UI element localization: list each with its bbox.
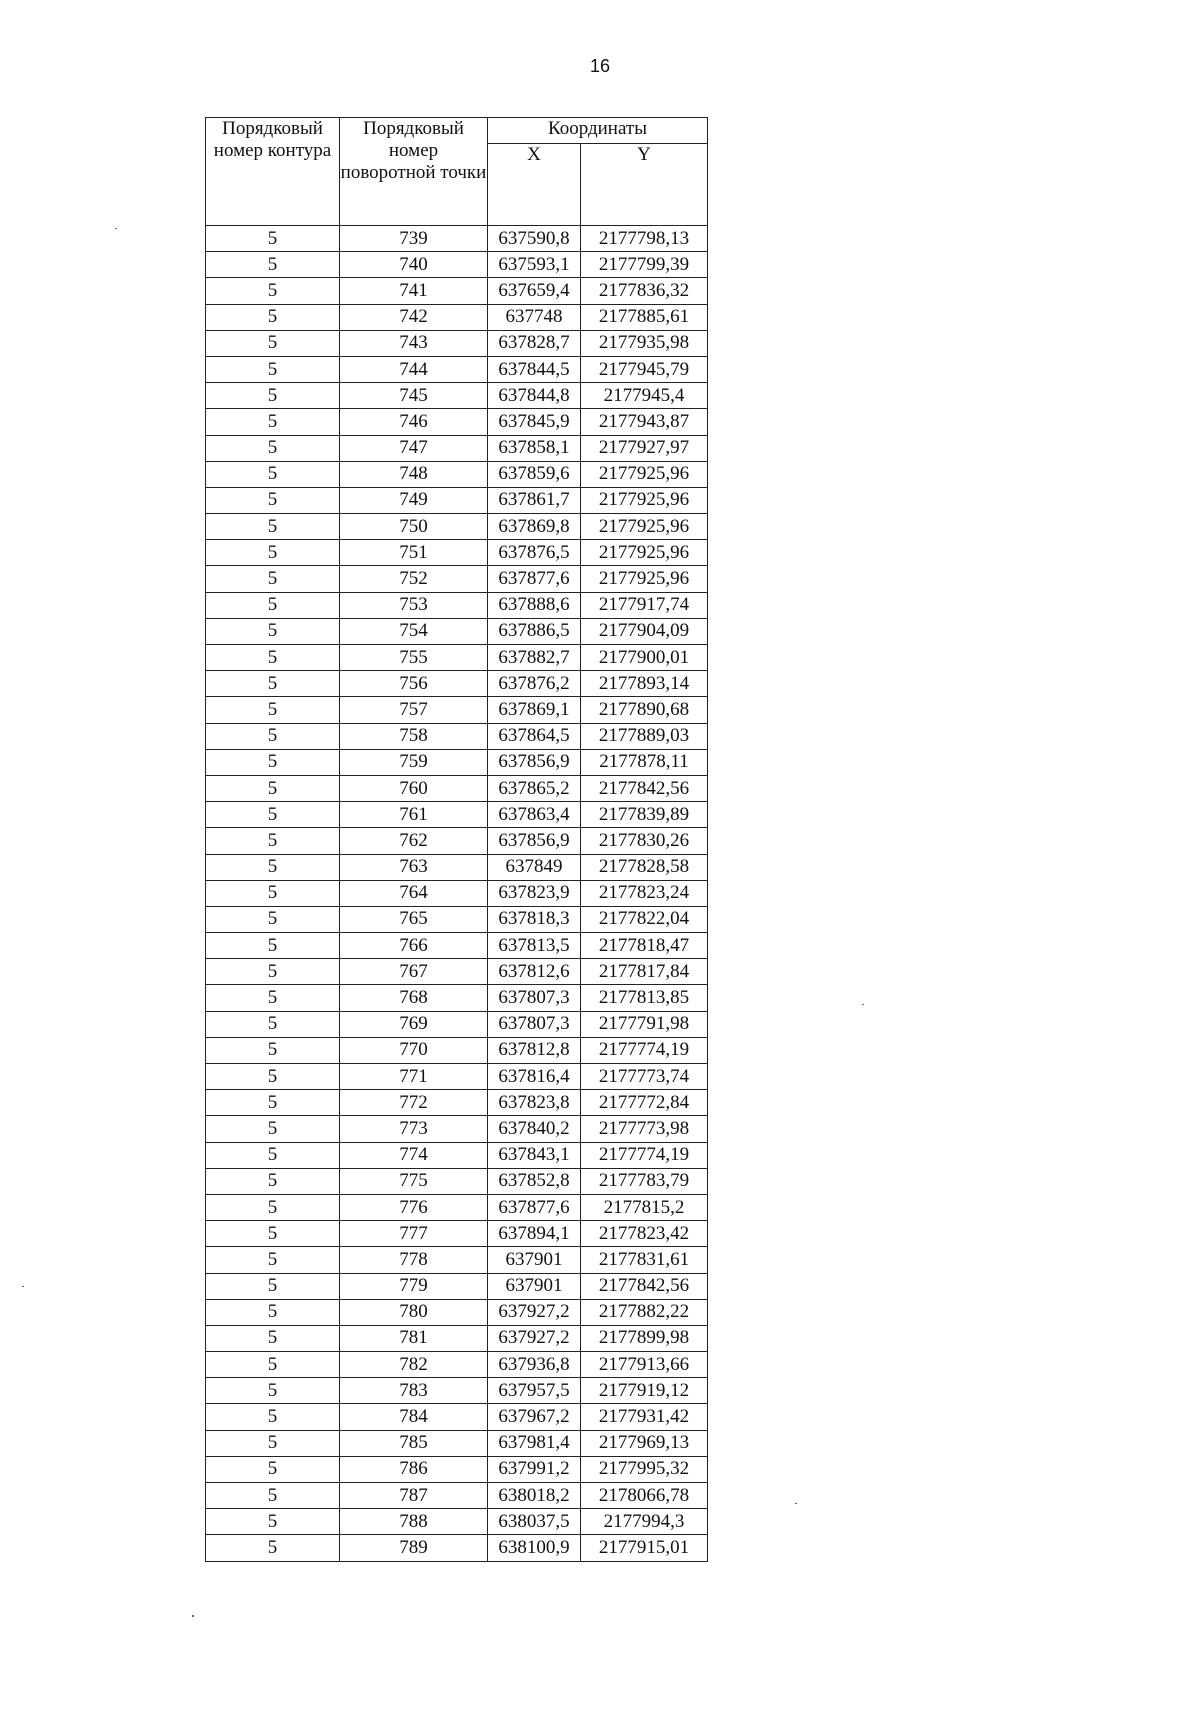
table-row	[206, 749, 708, 775]
cell-point-number: 745	[340, 383, 488, 409]
cell-contour-number: 5	[206, 1064, 340, 1090]
table-row	[206, 1247, 708, 1273]
cell-y: 2177931,42	[581, 1404, 708, 1430]
cell-contour-number: 5	[206, 330, 340, 356]
page-number: 16	[589, 56, 611, 76]
cell-x: 637813,5	[488, 933, 581, 959]
table-row	[206, 618, 708, 644]
cell-y: 2177943,87	[581, 409, 708, 435]
table-row	[206, 1430, 708, 1456]
cell-y: 2177919,12	[581, 1378, 708, 1404]
cell-x: 637901	[488, 1247, 581, 1273]
cell-contour-number: 5	[206, 1221, 340, 1247]
cell-point-number: 769	[340, 1011, 488, 1037]
table-row	[206, 435, 708, 461]
table-row	[206, 592, 708, 618]
cell-y: 2177772,84	[581, 1090, 708, 1116]
cell-x: 637861,7	[488, 487, 581, 513]
cell-y: 2177945,79	[581, 356, 708, 382]
cell-y: 2177890,68	[581, 697, 708, 723]
cell-contour-number: 5	[206, 1352, 340, 1378]
cell-contour-number: 5	[206, 775, 340, 801]
cell-x: 637818,3	[488, 906, 581, 932]
cell-point-number: 744	[340, 356, 488, 382]
cell-contour-number: 5	[206, 1299, 340, 1325]
cell-x: 637901	[488, 1273, 581, 1299]
cell-contour-number: 5	[206, 252, 340, 278]
cell-point-number: 786	[340, 1456, 488, 1482]
table-row	[206, 566, 708, 592]
cell-contour-number: 5	[206, 697, 340, 723]
cell-x: 637991,2	[488, 1456, 581, 1482]
cell-y: 2177818,47	[581, 933, 708, 959]
cell-contour-number: 5	[206, 854, 340, 880]
cell-contour-number: 5	[206, 1116, 340, 1142]
table-header	[206, 118, 708, 226]
cell-y: 2177799,39	[581, 252, 708, 278]
cell-y: 2177927,97	[581, 435, 708, 461]
cell-x: 637823,9	[488, 880, 581, 906]
table-row	[206, 1483, 708, 1509]
cell-contour-number: 5	[206, 1142, 340, 1168]
scan-speck	[115, 228, 117, 229]
cell-contour-number: 5	[206, 1037, 340, 1063]
cell-x: 637877,6	[488, 1194, 581, 1220]
coordinates-table	[205, 117, 708, 1562]
table-row	[206, 540, 708, 566]
cell-contour-number: 5	[206, 985, 340, 1011]
cell-point-number: 760	[340, 775, 488, 801]
cell-x: 637849	[488, 854, 581, 880]
table-row	[206, 1194, 708, 1220]
cell-contour-number: 5	[206, 383, 340, 409]
cell-point-number: 772	[340, 1090, 488, 1116]
table-row	[206, 1168, 708, 1194]
cell-contour-number: 5	[206, 487, 340, 513]
table-row	[206, 854, 708, 880]
cell-point-number: 774	[340, 1142, 488, 1168]
header-coordinates: Координаты	[488, 118, 708, 144]
cell-y: 2177791,98	[581, 1011, 708, 1037]
cell-y: 2177831,61	[581, 1247, 708, 1273]
table-row	[206, 802, 708, 828]
cell-x: 637590,8	[488, 226, 581, 252]
cell-x: 637886,5	[488, 618, 581, 644]
cell-x: 637927,2	[488, 1325, 581, 1351]
cell-y: 2177900,01	[581, 645, 708, 671]
cell-point-number: 784	[340, 1404, 488, 1430]
cell-point-number: 739	[340, 226, 488, 252]
cell-point-number: 765	[340, 906, 488, 932]
table-row	[206, 645, 708, 671]
table-row	[206, 487, 708, 513]
table-row	[206, 1509, 708, 1535]
cell-point-number: 761	[340, 802, 488, 828]
cell-contour-number: 5	[206, 1456, 340, 1482]
cell-point-number: 742	[340, 304, 488, 330]
cell-point-number: 746	[340, 409, 488, 435]
cell-x: 637843,1	[488, 1142, 581, 1168]
cell-point-number: 785	[340, 1430, 488, 1456]
cell-point-number: 753	[340, 592, 488, 618]
table-row	[206, 409, 708, 435]
cell-point-number: 752	[340, 566, 488, 592]
cell-y: 2177828,58	[581, 854, 708, 880]
scan-speck	[22, 1286, 24, 1287]
table-row	[206, 1116, 708, 1142]
cell-x: 637859,6	[488, 461, 581, 487]
cell-point-number: 755	[340, 645, 488, 671]
cell-x: 637864,5	[488, 723, 581, 749]
table-row	[206, 775, 708, 801]
cell-x: 637876,2	[488, 671, 581, 697]
table-row	[206, 1456, 708, 1482]
cell-x: 637858,1	[488, 435, 581, 461]
table-row	[206, 1064, 708, 1090]
table-row	[206, 278, 708, 304]
cell-y: 2177817,84	[581, 959, 708, 985]
cell-x: 637894,1	[488, 1221, 581, 1247]
cell-contour-number: 5	[206, 723, 340, 749]
scan-speck	[192, 1615, 194, 1617]
cell-x: 637856,9	[488, 749, 581, 775]
cell-contour-number: 5	[206, 409, 340, 435]
cell-contour-number: 5	[206, 1011, 340, 1037]
cell-x: 637845,9	[488, 409, 581, 435]
cell-contour-number: 5	[206, 959, 340, 985]
cell-contour-number: 5	[206, 356, 340, 382]
cell-x: 637936,8	[488, 1352, 581, 1378]
table-row	[206, 906, 708, 932]
cell-y: 2177925,96	[581, 566, 708, 592]
cell-contour-number: 5	[206, 461, 340, 487]
cell-point-number: 770	[340, 1037, 488, 1063]
cell-point-number: 743	[340, 330, 488, 356]
table-row	[206, 356, 708, 382]
cell-contour-number: 5	[206, 1194, 340, 1220]
cell-y: 2177994,3	[581, 1509, 708, 1535]
cell-contour-number: 5	[206, 671, 340, 697]
cell-point-number: 782	[340, 1352, 488, 1378]
cell-y: 2177889,03	[581, 723, 708, 749]
cell-y: 2177783,79	[581, 1168, 708, 1194]
cell-point-number: 775	[340, 1168, 488, 1194]
cell-contour-number: 5	[206, 906, 340, 932]
cell-y: 2177893,14	[581, 671, 708, 697]
cell-y: 2177878,11	[581, 749, 708, 775]
table-body	[206, 226, 708, 1562]
cell-y: 2177885,61	[581, 304, 708, 330]
table-row	[206, 671, 708, 697]
cell-y: 2177995,32	[581, 1456, 708, 1482]
cell-contour-number: 5	[206, 566, 340, 592]
cell-x: 637957,5	[488, 1378, 581, 1404]
cell-point-number: 781	[340, 1325, 488, 1351]
cell-point-number: 756	[340, 671, 488, 697]
table-row	[206, 985, 708, 1011]
cell-contour-number: 5	[206, 1378, 340, 1404]
cell-contour-number: 5	[206, 1483, 340, 1509]
table-row	[206, 1090, 708, 1116]
cell-contour-number: 5	[206, 304, 340, 330]
cell-point-number: 788	[340, 1509, 488, 1535]
cell-y: 2177773,74	[581, 1064, 708, 1090]
cell-x: 637844,5	[488, 356, 581, 382]
table-row	[206, 880, 708, 906]
cell-x: 637863,4	[488, 802, 581, 828]
cell-contour-number: 5	[206, 435, 340, 461]
cell-contour-number: 5	[206, 1247, 340, 1273]
cell-point-number: 777	[340, 1221, 488, 1247]
cell-y: 2177842,56	[581, 1273, 708, 1299]
cell-point-number: 741	[340, 278, 488, 304]
scan-speck	[795, 1503, 797, 1504]
table-row	[206, 1142, 708, 1168]
header-contour-number: Порядковый номер контура	[206, 118, 340, 226]
cell-x: 637812,8	[488, 1037, 581, 1063]
table-row	[206, 226, 708, 252]
cell-x: 637823,8	[488, 1090, 581, 1116]
cell-y: 2177773,98	[581, 1116, 708, 1142]
cell-x: 637877,6	[488, 566, 581, 592]
cell-x: 637748	[488, 304, 581, 330]
header-x: X	[488, 144, 581, 226]
scan-speck	[862, 1004, 864, 1005]
table-row	[206, 514, 708, 540]
cell-x: 637852,8	[488, 1168, 581, 1194]
cell-point-number: 757	[340, 697, 488, 723]
cell-contour-number: 5	[206, 749, 340, 775]
header-y: Y	[581, 144, 708, 226]
cell-contour-number: 5	[206, 1325, 340, 1351]
cell-point-number: 751	[340, 540, 488, 566]
table-row	[206, 959, 708, 985]
cell-point-number: 787	[340, 1483, 488, 1509]
cell-y: 2177904,09	[581, 618, 708, 644]
cell-x: 637844,8	[488, 383, 581, 409]
header-point-number: Порядковый номер поворотной точки	[340, 118, 488, 226]
cell-contour-number: 5	[206, 226, 340, 252]
cell-y: 2177913,66	[581, 1352, 708, 1378]
cell-y: 2177836,32	[581, 278, 708, 304]
cell-point-number: 748	[340, 461, 488, 487]
table-row	[206, 723, 708, 749]
cell-x: 637888,6	[488, 592, 581, 618]
cell-point-number: 758	[340, 723, 488, 749]
cell-x: 637659,4	[488, 278, 581, 304]
table-row	[206, 1299, 708, 1325]
cell-y: 2177915,01	[581, 1535, 708, 1561]
cell-contour-number: 5	[206, 514, 340, 540]
cell-x: 637856,9	[488, 828, 581, 854]
cell-y: 2177899,98	[581, 1325, 708, 1351]
cell-x: 637882,7	[488, 645, 581, 671]
table-row	[206, 252, 708, 278]
cell-contour-number: 5	[206, 1535, 340, 1561]
table-row	[206, 828, 708, 854]
cell-y: 2177969,13	[581, 1430, 708, 1456]
cell-y: 2177815,2	[581, 1194, 708, 1220]
cell-point-number: 762	[340, 828, 488, 854]
cell-x: 637593,1	[488, 252, 581, 278]
cell-contour-number: 5	[206, 802, 340, 828]
table-row	[206, 461, 708, 487]
cell-y: 2177823,24	[581, 880, 708, 906]
cell-point-number: 767	[340, 959, 488, 985]
cell-point-number: 776	[340, 1194, 488, 1220]
cell-point-number: 763	[340, 854, 488, 880]
cell-x: 637981,4	[488, 1430, 581, 1456]
cell-x: 637869,8	[488, 514, 581, 540]
cell-y: 2177798,13	[581, 226, 708, 252]
cell-x: 637812,6	[488, 959, 581, 985]
table-row	[206, 1325, 708, 1351]
cell-x: 637816,4	[488, 1064, 581, 1090]
cell-y: 2177822,04	[581, 906, 708, 932]
cell-contour-number: 5	[206, 1430, 340, 1456]
cell-contour-number: 5	[206, 645, 340, 671]
cell-y: 2177813,85	[581, 985, 708, 1011]
cell-point-number: 771	[340, 1064, 488, 1090]
cell-contour-number: 5	[206, 1404, 340, 1430]
cell-y: 2177935,98	[581, 330, 708, 356]
cell-point-number: 747	[340, 435, 488, 461]
cell-x: 637828,7	[488, 330, 581, 356]
cell-contour-number: 5	[206, 1273, 340, 1299]
cell-y: 2177925,96	[581, 461, 708, 487]
table-row	[206, 1404, 708, 1430]
cell-point-number: 750	[340, 514, 488, 540]
cell-contour-number: 5	[206, 618, 340, 644]
cell-y: 2177945,4	[581, 383, 708, 409]
cell-y: 2177882,22	[581, 1299, 708, 1325]
table-row	[206, 1037, 708, 1063]
cell-y: 2177925,96	[581, 487, 708, 513]
cell-point-number: 778	[340, 1247, 488, 1273]
table-row	[206, 1011, 708, 1037]
cell-y: 2177774,19	[581, 1142, 708, 1168]
cell-contour-number: 5	[206, 1090, 340, 1116]
cell-contour-number: 5	[206, 1509, 340, 1535]
cell-y: 2177830,26	[581, 828, 708, 854]
cell-x: 638018,2	[488, 1483, 581, 1509]
cell-contour-number: 5	[206, 592, 340, 618]
cell-point-number: 789	[340, 1535, 488, 1561]
cell-x: 637807,3	[488, 1011, 581, 1037]
cell-x: 637869,1	[488, 697, 581, 723]
cell-contour-number: 5	[206, 540, 340, 566]
cell-contour-number: 5	[206, 933, 340, 959]
cell-y: 2177925,96	[581, 540, 708, 566]
table-row	[206, 697, 708, 723]
cell-point-number: 759	[340, 749, 488, 775]
table-row	[206, 330, 708, 356]
cell-point-number: 773	[340, 1116, 488, 1142]
cell-y: 2177917,74	[581, 592, 708, 618]
cell-x: 637967,2	[488, 1404, 581, 1430]
cell-point-number: 764	[340, 880, 488, 906]
cell-x: 637807,3	[488, 985, 581, 1011]
cell-contour-number: 5	[206, 1168, 340, 1194]
cell-x: 638100,9	[488, 1535, 581, 1561]
cell-point-number: 768	[340, 985, 488, 1011]
cell-x: 637927,2	[488, 1299, 581, 1325]
table-row	[206, 1273, 708, 1299]
cell-point-number: 749	[340, 487, 488, 513]
cell-contour-number: 5	[206, 880, 340, 906]
cell-point-number: 754	[340, 618, 488, 644]
table-row	[206, 383, 708, 409]
cell-x: 637865,2	[488, 775, 581, 801]
cell-contour-number: 5	[206, 828, 340, 854]
cell-point-number: 779	[340, 1273, 488, 1299]
cell-point-number: 780	[340, 1299, 488, 1325]
cell-y: 2178066,78	[581, 1483, 708, 1509]
table-row	[206, 304, 708, 330]
cell-y: 2177839,89	[581, 802, 708, 828]
cell-x: 638037,5	[488, 1509, 581, 1535]
cell-y: 2177842,56	[581, 775, 708, 801]
cell-y: 2177774,19	[581, 1037, 708, 1063]
cell-point-number: 766	[340, 933, 488, 959]
table-row	[206, 1221, 708, 1247]
table-row	[206, 1378, 708, 1404]
cell-x: 637876,5	[488, 540, 581, 566]
table-row	[206, 1535, 708, 1561]
cell-point-number: 783	[340, 1378, 488, 1404]
table-row	[206, 1352, 708, 1378]
cell-contour-number: 5	[206, 278, 340, 304]
cell-x: 637840,2	[488, 1116, 581, 1142]
cell-point-number: 740	[340, 252, 488, 278]
table-row	[206, 933, 708, 959]
cell-y: 2177925,96	[581, 514, 708, 540]
cell-y: 2177823,42	[581, 1221, 708, 1247]
